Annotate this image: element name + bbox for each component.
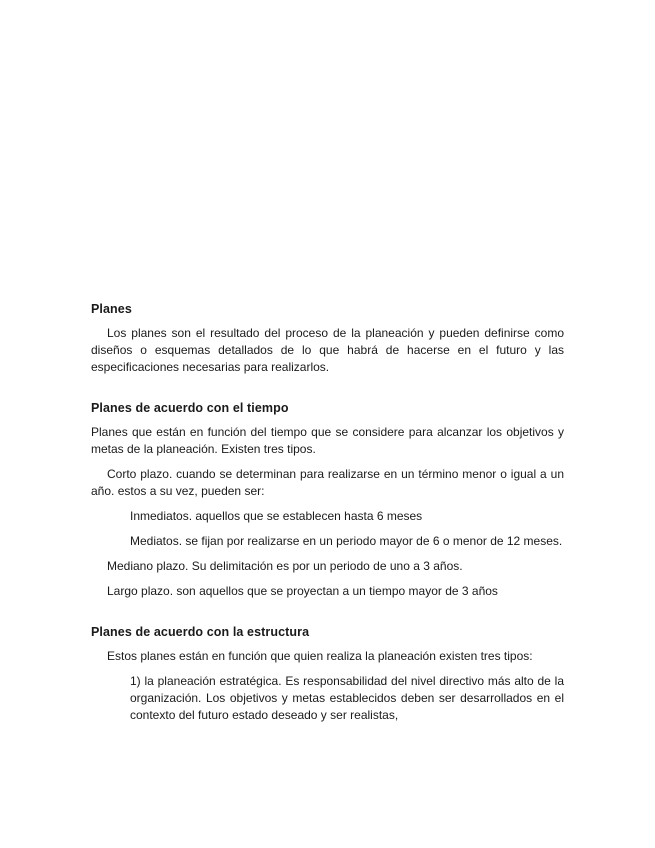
paragraph-mediatos: Mediatos. se fijan por realizarse en un periodo mayor de 6 o menor de 12 meses.: [130, 534, 563, 548]
paragraph-tiempo-intro: Planes que están en función del tiempo que se considere para alcanzar los objetivos y metas de la planeación. Existen tres tipos.: [91, 425, 564, 456]
paragraph-largo-plazo: Largo plazo. son aquellos que se proyectan a un tiempo mayor de 3 años: [107, 584, 498, 598]
document-body: [91, 301, 564, 724]
paragraph-planeacion-estrategica: 1) la planeación estratégica. Es responsabilidad del nivel directivo más alto de la organización. Los objetivos y metas establecidos deben ser desarrollados en el contexto del futuro estado deseado y ser realistas,: [130, 674, 564, 722]
heading-planes: Planes: [91, 302, 132, 316]
paragraph-corto-plazo: Corto plazo. cuando se determinan para realizarse en un término menor o igual a un año. estos a su vez, pueden ser:: [91, 467, 564, 498]
paragraph-planes-definition: Los planes son el resultado del proceso de la planeación y pueden definirse como diseños o esquemas detallados de lo que habrá de hacerse en el futuro y las especificaciones necesarias para realizarlos.: [91, 326, 564, 374]
heading-planes-estructura: Planes de acuerdo con la estructura: [91, 625, 310, 639]
paragraph-estructura-intro: Estos planes están en función que quien realiza la planeación existen tres tipos:: [107, 649, 533, 663]
paragraph-inmediatos: Inmediatos. aquellos que se establecen hasta 6 meses: [130, 509, 423, 523]
paragraph-mediano-plazo: Mediano plazo. Su delimitación es por un periodo de uno a 3 años.: [107, 559, 463, 573]
heading-planes-tiempo: Planes de acuerdo con el tiempo: [91, 401, 289, 415]
